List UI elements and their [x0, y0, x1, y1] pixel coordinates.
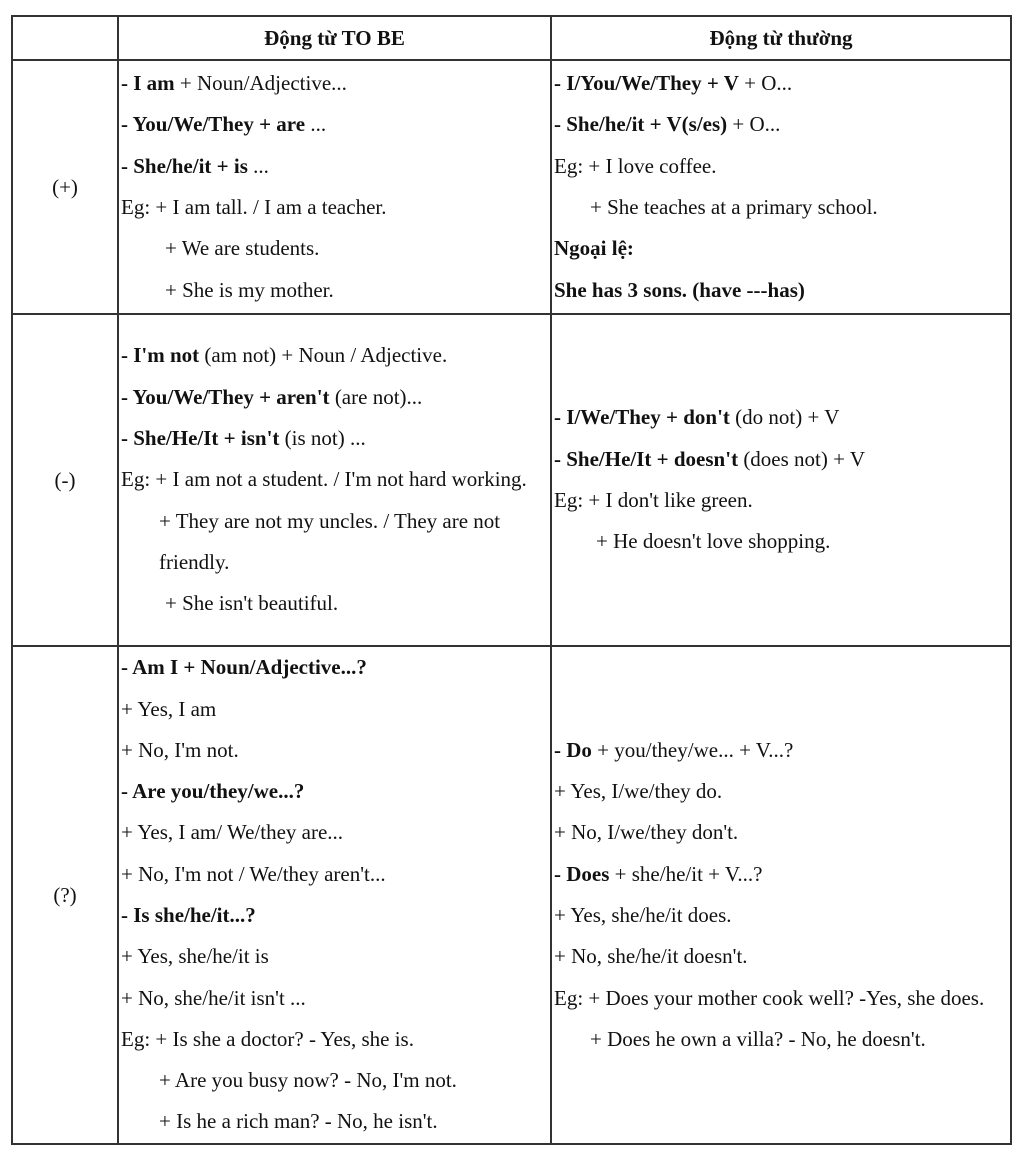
exception-line — [554, 270, 1008, 311]
cell-positive-to-be — [118, 60, 551, 314]
plain-text: (do not) + V — [729, 405, 840, 430]
text-line — [121, 418, 548, 459]
text-line — [121, 146, 548, 187]
table-row-question — [12, 646, 1011, 1144]
bold-text: - I'm not — [121, 343, 200, 368]
plain-text: (are not)... — [329, 384, 423, 409]
plain-text: (is not) ... — [279, 426, 366, 451]
text-line — [121, 63, 548, 104]
text-line — [121, 771, 548, 812]
plain-text: + O... — [727, 112, 781, 137]
bold-text: - She/he/it + is — [121, 153, 248, 178]
text-line — [554, 104, 1008, 145]
example-line: Eg: + I don't like green. — [554, 488, 753, 512]
table-row-positive — [12, 60, 1011, 314]
bold-text: - She/He/It + doesn't — [554, 446, 739, 471]
bold-text: Ngoại lệ: — [554, 236, 634, 261]
text-line — [121, 647, 548, 688]
bold-text: - Is she/he/it...? — [121, 903, 256, 927]
bold-text: - Are you/they/we...? — [121, 779, 305, 804]
bold-text: - I am — [121, 71, 175, 96]
cell-negative-to-be — [118, 314, 551, 646]
row-label-question: (?) — [12, 646, 118, 1144]
answer-line: + No, she/he/it isn't ... — [121, 985, 306, 1010]
exception-heading — [554, 228, 1008, 269]
example-line — [121, 501, 548, 584]
example-line: + She is my mother. — [165, 277, 334, 302]
cell-question-ordinary-verb — [551, 646, 1011, 1144]
grammar-table — [11, 15, 1012, 1145]
text-line — [554, 439, 1008, 480]
bold-text: - She/he/it + V(s/es) — [554, 112, 728, 137]
example-line: Eg: + Does your mother cook well? -Yes, she does. — [554, 985, 985, 1010]
header-ordinary-verb: Động từ thường — [551, 16, 1011, 60]
bold-text: - You/We/They + are — [121, 112, 306, 137]
cell-negative-ordinary-verb — [551, 314, 1011, 646]
text-line — [554, 854, 1008, 895]
example-line: Eg: + Is she a doctor? - Yes, she is. — [121, 1026, 414, 1051]
cell-question-to-be — [118, 646, 551, 1144]
answer-line: + No, I'm not. — [121, 737, 239, 762]
answer-line: + No, she/he/it doesn't. — [554, 944, 748, 969]
example-line: + Are you busy now? - No, I'm not. — [159, 1068, 457, 1093]
text-line — [121, 377, 548, 418]
bold-text: - I/We/They + don't — [554, 405, 730, 430]
answer-line: + Yes, I am — [121, 696, 217, 721]
table-row-negative — [12, 314, 1011, 646]
plain-text: + O... — [738, 71, 793, 96]
answer-line: + Yes, she/he/it does. — [554, 903, 732, 927]
text-line — [121, 335, 548, 376]
text-line — [554, 397, 1008, 438]
answer-line: + Yes, I am/ We/they are... — [121, 820, 344, 845]
example-line: Eg: + I love coffee. — [554, 153, 717, 178]
bold-text: - I/You/We/They + V — [554, 71, 739, 96]
answer-line: + Yes, she/he/it is — [121, 944, 269, 969]
cell-positive-ordinary-verb — [551, 60, 1011, 314]
bold-text: - She/He/It + isn't — [121, 426, 280, 451]
example-line: + We are students. — [165, 236, 320, 261]
text-line — [554, 730, 1008, 771]
text-line — [121, 104, 548, 145]
example-line: Eg: + I am not a student. / I'm not hard working. — [121, 467, 527, 492]
header-to-be: Động từ TO BE — [118, 16, 551, 60]
example-line: + Does he own a villa? - No, he doesn't. — [590, 1026, 926, 1051]
example-line: Eg: + I am tall. / I am a teacher. — [121, 195, 387, 219]
answer-line: + No, I'm not / We/they aren't... — [121, 861, 386, 886]
plain-text: ... — [247, 153, 269, 178]
plain-text: ... — [305, 112, 327, 137]
example-line: + She isn't beautiful. — [165, 591, 339, 616]
row-label-negative: (-) — [12, 314, 118, 646]
plain-text: + she/he/it + V...? — [609, 861, 763, 886]
example-line: + Is he a rich man? - No, he isn't. — [159, 1109, 438, 1134]
answer-line: + No, I/we/they don't. — [554, 820, 739, 845]
plain-text: (does not) + V — [738, 446, 866, 471]
example-line: + She teaches at a primary school. — [590, 195, 878, 219]
bold-text: She has 3 sons. (have ---has) — [554, 277, 805, 302]
bold-text: - You/We/They + aren't — [121, 384, 330, 409]
bold-text: - Does — [554, 861, 610, 886]
header-row — [12, 16, 1011, 60]
answer-line: + Yes, I/we/they do. — [554, 779, 723, 804]
text-line — [554, 63, 1008, 104]
plain-text: (am not) + Noun / Adjective. — [199, 343, 448, 368]
example-line: + He doesn't love shopping. — [596, 529, 831, 554]
text-line — [121, 895, 548, 936]
row-label-positive: (+) — [12, 60, 118, 314]
plain-text: + you/they/we... + V...? — [591, 737, 794, 762]
bold-text: - Am I + Noun/Adjective...? — [121, 655, 367, 680]
header-empty-cell — [12, 16, 118, 60]
plain-text: + They are not my uncles. / They are not friendly. — [159, 508, 501, 574]
bold-text: - Do — [554, 737, 592, 762]
plain-text: + Noun/Adjective... — [174, 71, 347, 96]
